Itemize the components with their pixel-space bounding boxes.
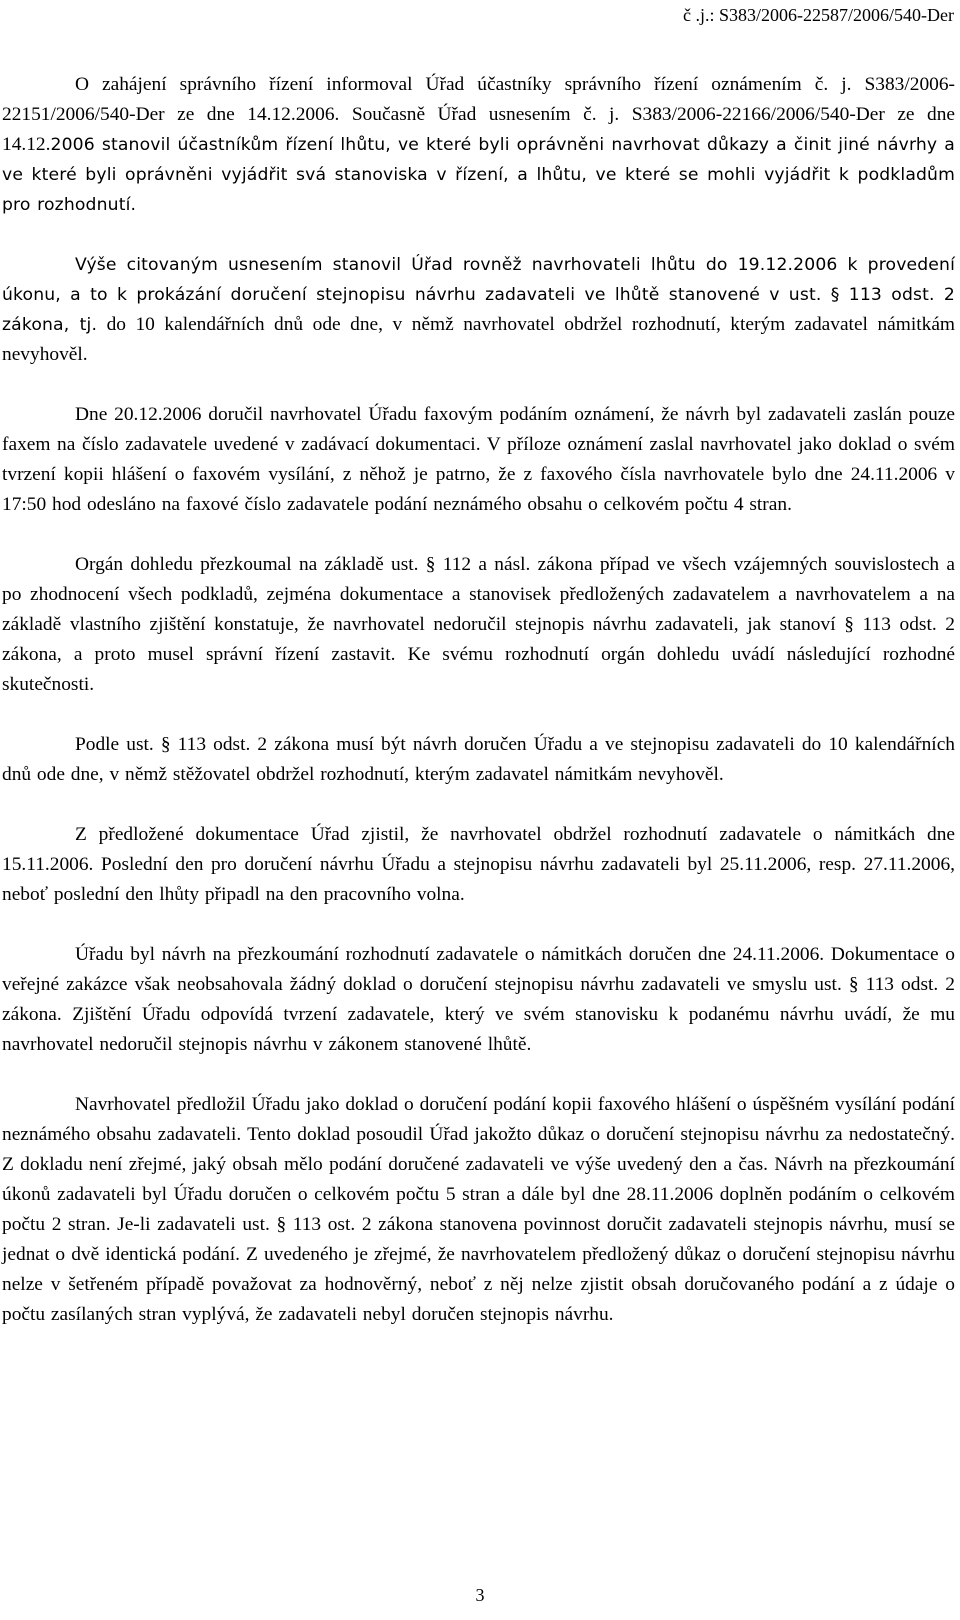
paragraph-text: O zahájení správního řízení informoval Úřad účastníky správního řízení oznámením č. j. S383/2006-22151/2006/540-Der ze dne 14.12.2006. Současně Úřad usnesením č. j. S383/2006-22166/2006/540-Der ze dne 14.12.	[2, 74, 955, 155]
paragraph-review-conclusion	[2, 550, 955, 700]
paragraph-text: 2006 doručil navrhovatel Úřadu faxovým podáním oznámení, že návrh byl zadavateli zaslán pouze faxem na číslo zadavatele uvedené v zadávací dokumentaci.	[2, 404, 955, 455]
paragraph-deadline-order	[2, 250, 955, 370]
paragraph-text: Ke svému rozhodnutí orgán dohledu uvádí následující rozhodné skutečnosti.	[2, 644, 955, 695]
case-reference: č .j.: S383/2006-22587/2006/540-Der	[683, 5, 954, 25]
paragraph-objection-dates: Z předložené dokumentace Úřad zjistil, že navrhovatel obdržel rozhodnutí zadavatele o námitkách dne 15.11.2006. Poslední den pro doručení návrhu Úřadu a stejnopisu návrhu zadavateli byl 25.11.2006, resp. 27.11.2006, neboť poslední den lhůty připadl na den pracovního volna.	[2, 824, 955, 905]
paragraph-text: 2006 stanovil účastníkům řízení lhůtu, ve které byli oprávněni navrhovat důkazy a činit jiné návrhy a ve které byli oprávněni vyjádřit svá stanoviska v řízení, a lhůtu, ve které se mohli vyjádřit k podkladům pro rozhodnutí.	[2, 135, 955, 215]
paragraph-proceedings-start	[2, 70, 955, 220]
paragraph-text: Výše citovaným usnesením stanovil Úřad rovněž navrhovateli lhůtu do 19.12.2006 k provedení úkonu, a to k prokázání doručení stejnopisu návrhu zadavateli ve lhůtě stanovené v ust. § 113 odst. 2 zákona, tj.	[2, 255, 955, 335]
paragraph-legal-provision: Podle ust. § 113 odst. 2 zákona musí být návrh doručen Úřadu a ve stejnopisu zadavateli do 10 kalendářních dnů ode dne, v němž stěžovatel obdržel rozhodnutí, kterým zadavatel námitkám nevyhověl.	[2, 734, 955, 785]
paragraph-text: V příloze oznámení zaslal navrhovatel jako doklad o svém tvrzení kopii hlášení o faxovém vysílání, z něhož je patrno, že z faxového čísla navrhovatele bylo dne 24.11.2006 v 17:50 hod odesláno na faxové číslo zadavatele podání neznámého obsahu o celkovém počtu 4 stran.	[2, 434, 955, 515]
paragraph-fax-evidence: Navrhovatel předložil Úřadu jako doklad o doručení podání kopii faxového hlášení o úspěšném vysílání podání neznámého obsahu zadavateli. Tento doklad posoudil Úřad jakožto důkaz o doručení stejnopisu návrhu za nedostatečný. Z dokladu není zřejmé, jaký obsah mělo podání doručené zadavateli ve výše uvedený den a čas. Návrh na přezkoumání úkonů zadavateli byl Úřadu doručen o celkovém počtu 5 stran a dále byl dne 28.11.2006 doplněn podáním o celkovém počtu 2 stran. Je-li zadavateli ust. § 113 ost. 2 zákona stanovena povinnost doručit zadavateli stejnopis návrhu, musí se jednat o dvě identická podání. Z uvedeného je zřejmé, že navrhovatelem předložený důkaz o doručení stejnopisu návrhu nelze v šetřeném případě považovat za hodnověrný, neboť z něj nelze zjistit obsah doručovaného podání a z údaje o počtu zasílaných stran vyplývá, že zadavateli nebyl doručen stejnopis návrhu.	[2, 1094, 955, 1325]
paragraph-text: zákona případ ve všech vzájemných souvislostech a po zhodnocení všech podkladů, zejména dokumentace a stanovisek předložených zadavatelem a navrhovatelem a na základě vlastního zjištění konstatuje, že navrhovatel nedoručil stejnopis návrhu zadavateli, jak stanoví § 113 odst. 2 zákona, a proto musel správní řízení zastavit.	[2, 554, 956, 665]
document-body	[2, 70, 955, 1360]
paragraph-text: Dne 20.12.	[75, 404, 163, 425]
paragraph-text: do 10 kalendářních dnů ode dne, v němž navrhovatel obdržel rozhodnutí, kterým zadavatel námitkám nevyhověl.	[2, 314, 956, 365]
paragraph-text: Orgán dohledu přezkoumal na základě ust. § 112 a násl.	[75, 554, 531, 575]
page-number: 3	[475, 1585, 485, 1605]
paragraph-delivery-findings: Úřadu byl návrh na přezkoumání rozhodnutí zadavatele o námitkách doručen dne 24.11.2006. Dokumentace o veřejné zakázce však neobsahovala žádný doklad o doručení stejnopisu návrhu zadavateli ve smyslu ust. § 113 odst. 2 zákona. Zjištění Úřadu odpovídá tvrzení zadavatele, který ve svém stanovisku k podanému návrhu uvádí, že mu navrhovatel nedoručil stejnopis návrhu v zákonem stanovené lhůtě.	[2, 944, 955, 1055]
paragraph-fax-notice	[2, 400, 955, 520]
